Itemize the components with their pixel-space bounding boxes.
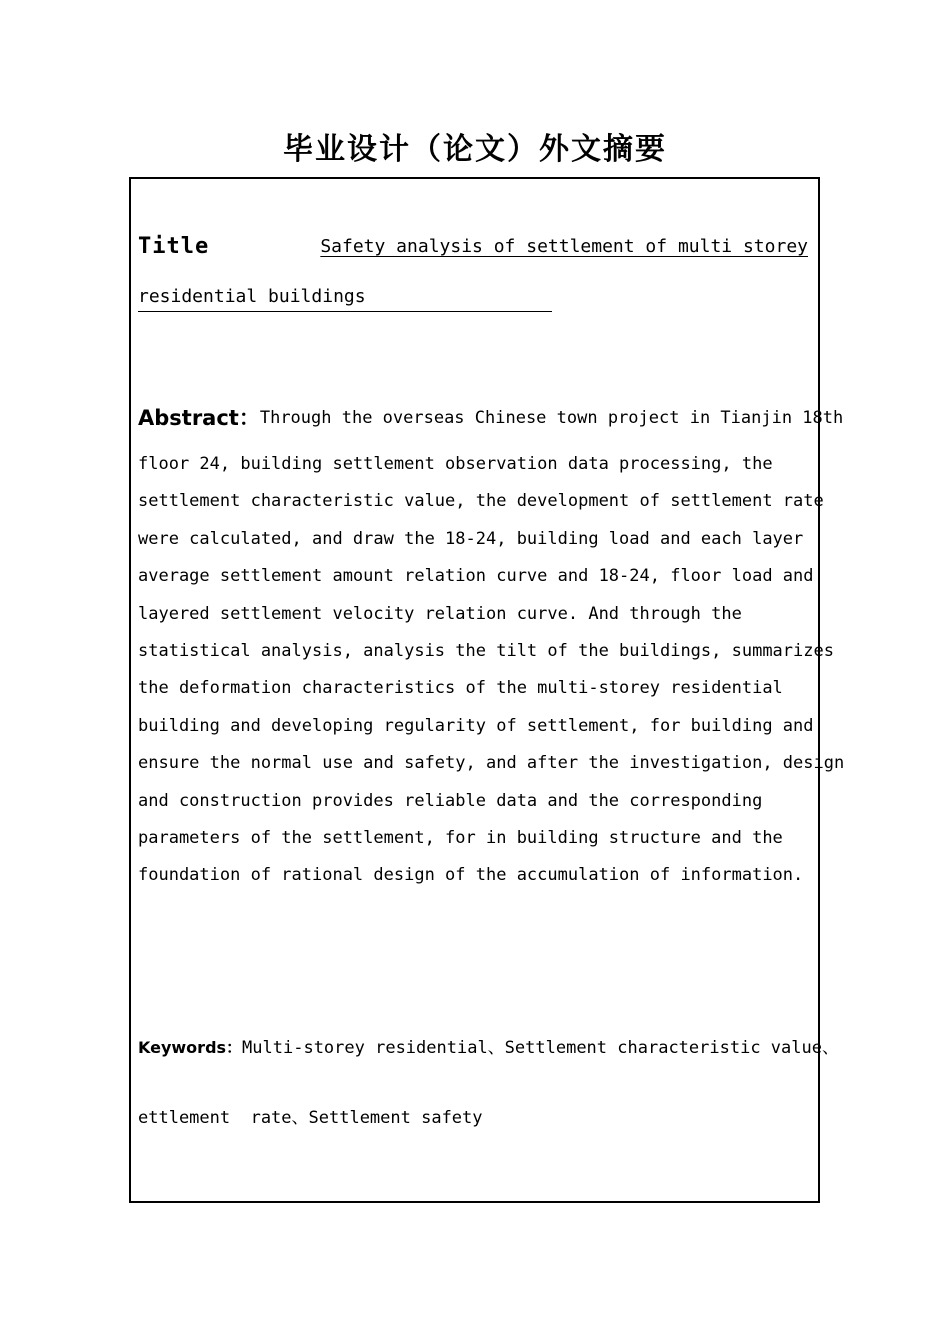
abstract-body [138,436,845,886]
abstract-text-line: and construction provides reliable data and the corresponding [138,790,763,811]
abstract-text-line: foundation of rational design of the accumulation of information. [138,865,804,886]
abstract-first-line [138,400,844,436]
abstract-text-line: statistical analysis, analysis the tilt of the buildings, summarizes [138,640,834,661]
keywords-row [138,1034,839,1063]
abstract-label: Abstract： [138,406,260,430]
keywords-label: Keywords： [138,1038,243,1057]
abstract-text-line: Through the overseas Chinese town project in Tianjin 18th [259,408,844,428]
abstract-text-line: layered settlement velocity relation curve. And through the [138,603,742,624]
title-row [138,232,810,262]
abstract-section [138,400,845,886]
abstract-text-line: were calculated, and draw the 18-24, building load and each layer [138,528,804,549]
abstract-text-line: parameters of the settlement, for in building structure and the [138,827,783,848]
title-value-line-1: Safety analysis of settlement of multi storey [320,236,808,257]
abstract-text-line: average settlement amount relation curve and 18-24, floor load and [138,566,814,587]
title-label: Title [138,234,210,259]
abstract-text-line: settlement characteristic value, the development of settlement rate [138,491,824,512]
keywords-text-line-2: ettlement rate、Settlement safety [138,1108,483,1128]
abstract-text-line: building and developing regularity of settlement, for building and [138,715,814,736]
page-heading: 毕业设计（论文）外文摘要 [283,132,667,167]
abstract-text-line: the deformation characteristics of the multi-storey residential [138,678,783,699]
abstract-text-line: floor 24, building settlement observation data processing, the [138,454,773,474]
abstract-text-line: ensure the normal use and safety, and after the investigation, design [138,753,845,774]
keywords-text-line-1: Multi-storey residential、Settlement characteristic value、 [242,1038,839,1058]
title-value-line-2: residential buildings [138,282,552,312]
